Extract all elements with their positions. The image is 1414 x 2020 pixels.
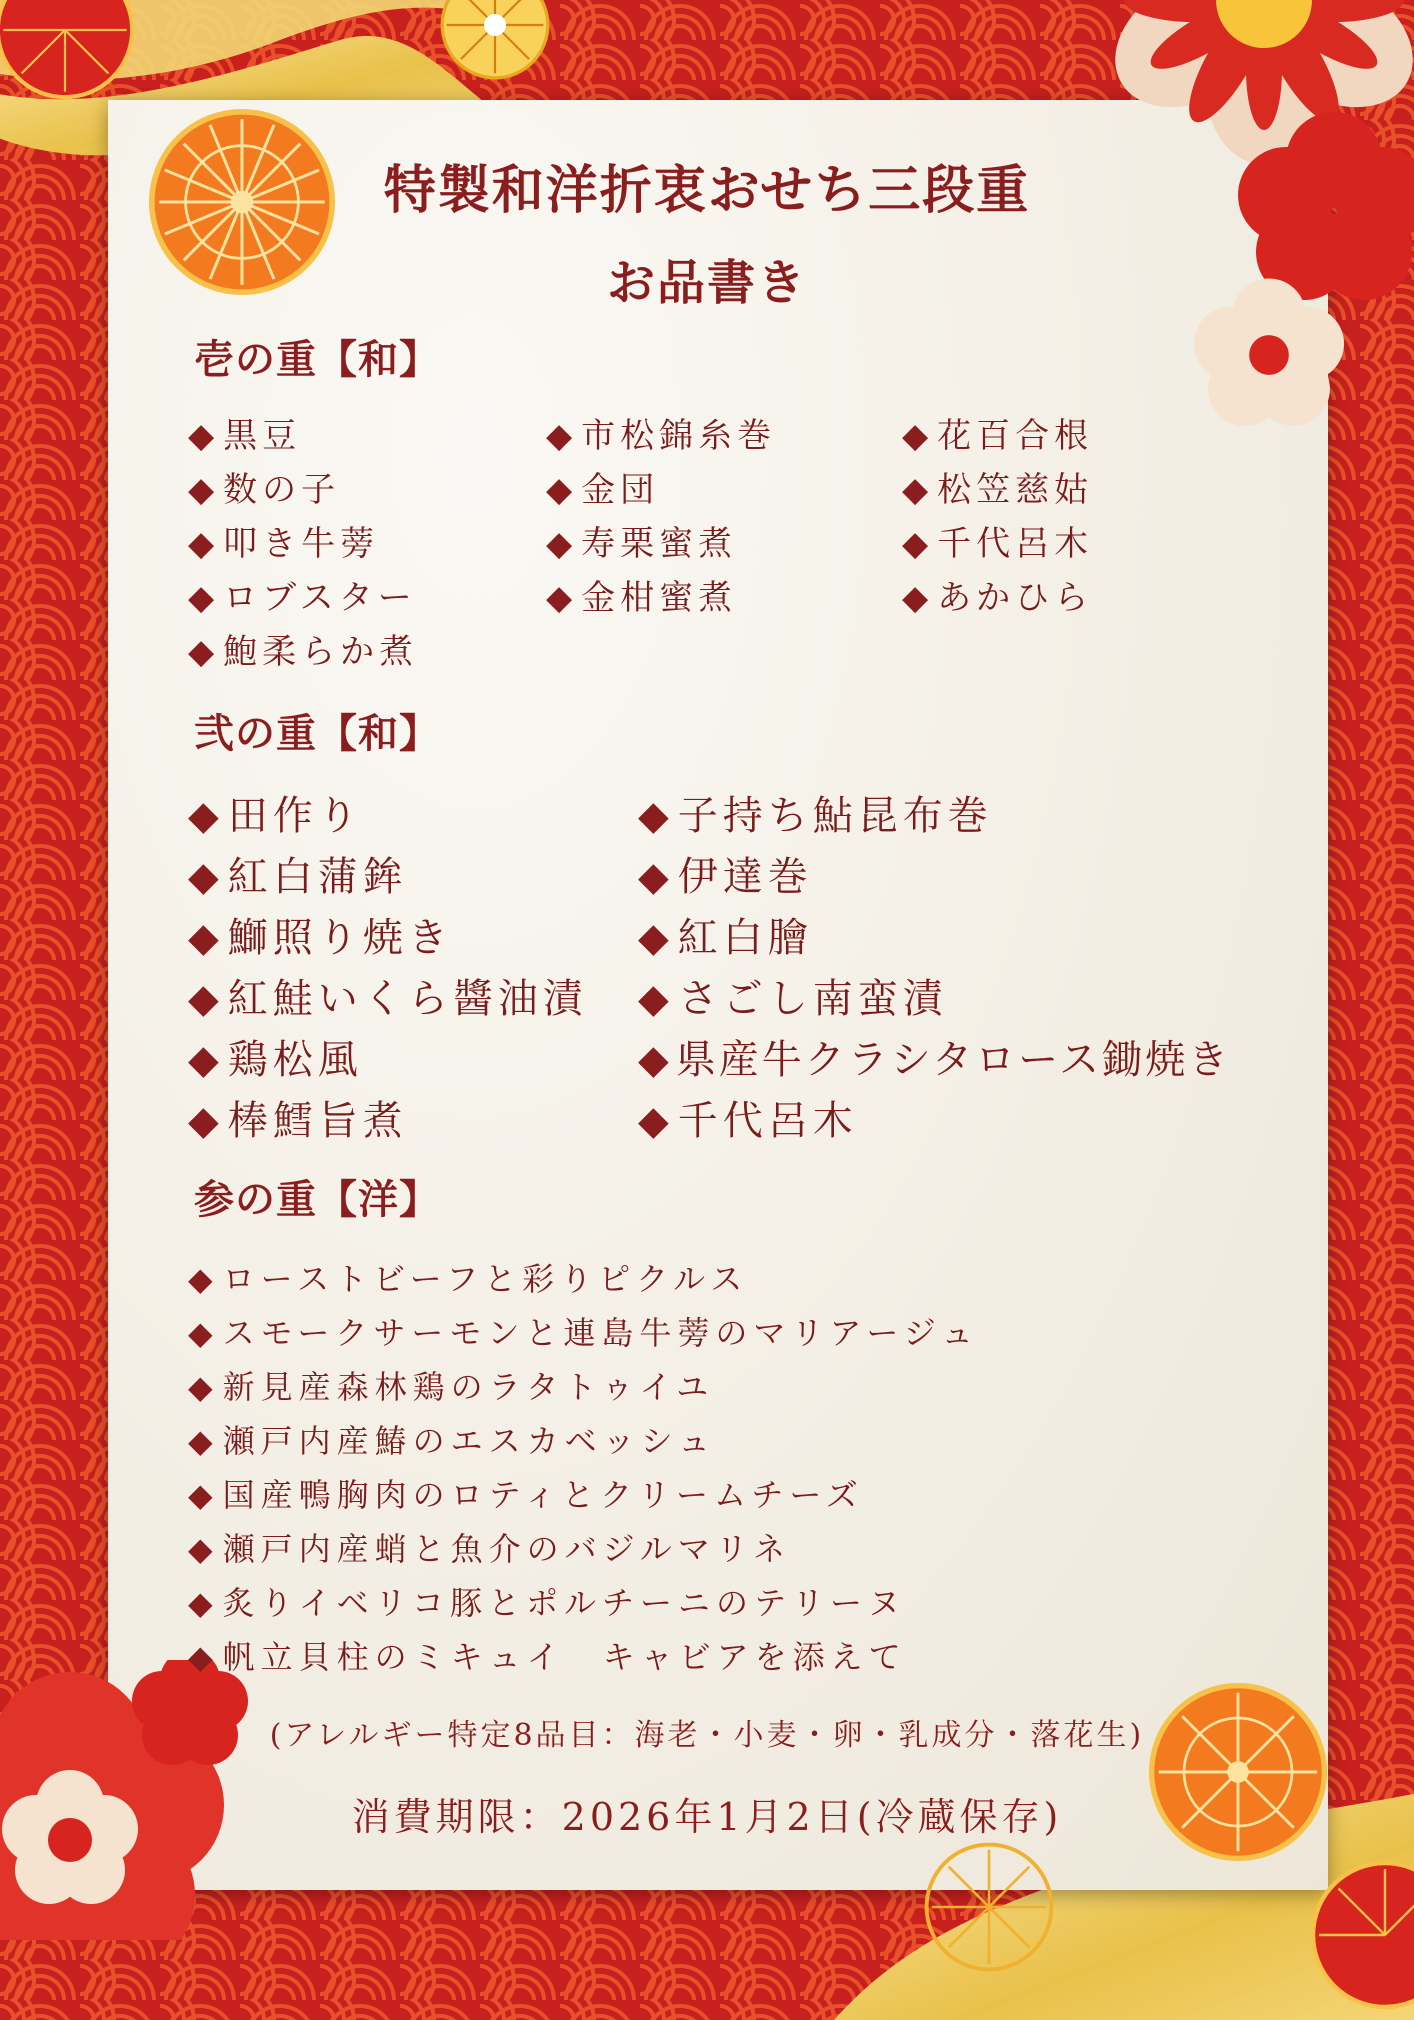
menu-item: ◆ 寿栗蜜煮: [546, 524, 738, 564]
menu-item: ◆ 紅鮭いくら醬油漬: [188, 976, 588, 1022]
menu-item: ◆ スモークサーモンと連島牛蒡のマリアージュ: [188, 1314, 980, 1352]
diamond-bullet-icon: ◆: [188, 976, 224, 1022]
diamond-bullet-icon: ◆: [188, 1584, 219, 1622]
diamond-bullet-icon: ◆: [638, 915, 674, 961]
menu-item: ◆ 新見産森林鶏のラタトゥイユ: [188, 1368, 715, 1406]
menu-item: ◆ 数の子: [188, 470, 341, 510]
diamond-bullet-icon: ◆: [188, 1530, 219, 1568]
diamond-bullet-icon: ◆: [546, 470, 578, 510]
diamond-bullet-icon: ◆: [902, 524, 934, 564]
menu-item: ◆ 千代呂木: [638, 1098, 858, 1144]
menu-item: ◆ 黒豆: [188, 416, 302, 456]
diamond-bullet-icon: ◆: [188, 524, 220, 564]
menu-item: ◆ さごし南蛮漬: [638, 976, 948, 1022]
menu-item: ◆ 瀬戸内産鰆のエスカベッシュ: [188, 1422, 716, 1460]
menu-item: ◆ 国産鴨胸肉のロティとクリームチーズ: [188, 1476, 864, 1514]
diamond-bullet-icon: ◆: [188, 1098, 224, 1144]
menu-item: ◆ 伊達巻: [638, 854, 813, 900]
diamond-bullet-icon: ◆: [546, 578, 578, 618]
menu-item: ◆ 子持ち鮎昆布巻: [638, 793, 993, 839]
diamond-bullet-icon: ◆: [188, 793, 224, 839]
menu-item: ◆ 紅白蒲鉾: [188, 854, 408, 900]
diamond-bullet-icon: ◆: [188, 854, 224, 900]
menu-item: ◆ 千代呂木: [902, 524, 1094, 564]
menu-item: ◆ ローストビーフと彩りピクルス: [188, 1260, 749, 1298]
diamond-bullet-icon: ◆: [188, 632, 220, 672]
menu-item: ◆ 鶏松風: [188, 1037, 363, 1083]
menu-item: ◆ 花百合根: [902, 416, 1094, 456]
diamond-bullet-icon: ◆: [188, 1368, 219, 1406]
menu-subtitle: お品書き: [606, 255, 807, 311]
menu-item: ◆ 金柑蜜煮: [546, 578, 738, 618]
section-3-heading: 参の重【洋】: [194, 1176, 440, 1223]
menu-item: ◆ あかひら: [902, 578, 1094, 618]
diamond-bullet-icon: ◆: [638, 793, 674, 839]
menu-item: ◆ ロブスター: [188, 578, 417, 618]
diamond-bullet-icon: ◆: [638, 1098, 674, 1144]
diamond-bullet-icon: ◆: [188, 1260, 219, 1298]
diamond-bullet-icon: ◆: [638, 976, 674, 1022]
section-1-heading: 壱の重【和】: [194, 336, 440, 383]
menu-item: ◆ 市松錦糸巻: [546, 416, 777, 456]
menu-item: ◆ 県産牛クラシタロース鋤焼き: [638, 1037, 1232, 1083]
menu-item: ◆ 鰤照り焼き: [188, 915, 453, 961]
diamond-bullet-icon: ◆: [638, 854, 674, 900]
menu-item: ◆ 炙りイベリコ豚とポルチーニのテリーヌ: [188, 1584, 906, 1622]
menu-item: ◆ 帆立貝柱のミキュイ キャビアを添えて: [188, 1638, 907, 1676]
menu-item: ◆ 田作り: [188, 793, 363, 839]
allergy-note: (アレルギー特定8品目：海老・小麦・卵・乳成分・落花生): [269, 1718, 1145, 1753]
diamond-bullet-icon: ◆: [188, 416, 220, 456]
diamond-bullet-icon: ◆: [188, 1476, 219, 1514]
diamond-bullet-icon: ◆: [188, 470, 220, 510]
menu-item: ◆ 鮑柔らか煮: [188, 632, 419, 672]
diamond-bullet-icon: ◆: [188, 1422, 219, 1460]
menu-item: ◆ 叩き牛蒡: [188, 524, 380, 564]
menu-item: ◆ 金団: [546, 470, 660, 510]
diamond-bullet-icon: ◆: [188, 1314, 219, 1352]
menu-item: ◆ 棒鱈旨煮: [188, 1098, 408, 1144]
diamond-bullet-icon: ◆: [188, 1638, 219, 1676]
menu-item: ◆ 紅白膾: [638, 915, 813, 961]
diamond-bullet-icon: ◆: [546, 524, 578, 564]
section-2-heading: 弐の重【和】: [194, 710, 440, 757]
diamond-bullet-icon: ◆: [188, 578, 220, 618]
menu-title: 特製和洋折衷おせち三段重: [383, 160, 1031, 221]
diamond-bullet-icon: ◆: [188, 915, 224, 961]
diamond-bullet-icon: ◆: [638, 1037, 672, 1083]
diamond-bullet-icon: ◆: [902, 416, 934, 456]
menu-item: ◆ 瀬戸内産蛸と魚介のバジルマリネ: [188, 1530, 792, 1568]
menu-item: ◆ 松笠慈姑: [902, 470, 1094, 510]
diamond-bullet-icon: ◆: [188, 1037, 224, 1083]
diamond-bullet-icon: ◆: [546, 416, 578, 456]
expiry-date: 消費期限：2026年1月2日(冷蔵保存): [351, 1795, 1063, 1839]
diamond-bullet-icon: ◆: [902, 470, 934, 510]
diamond-bullet-icon: ◆: [902, 578, 934, 618]
chrysanthemum-icon: [924, 1842, 1054, 1972]
